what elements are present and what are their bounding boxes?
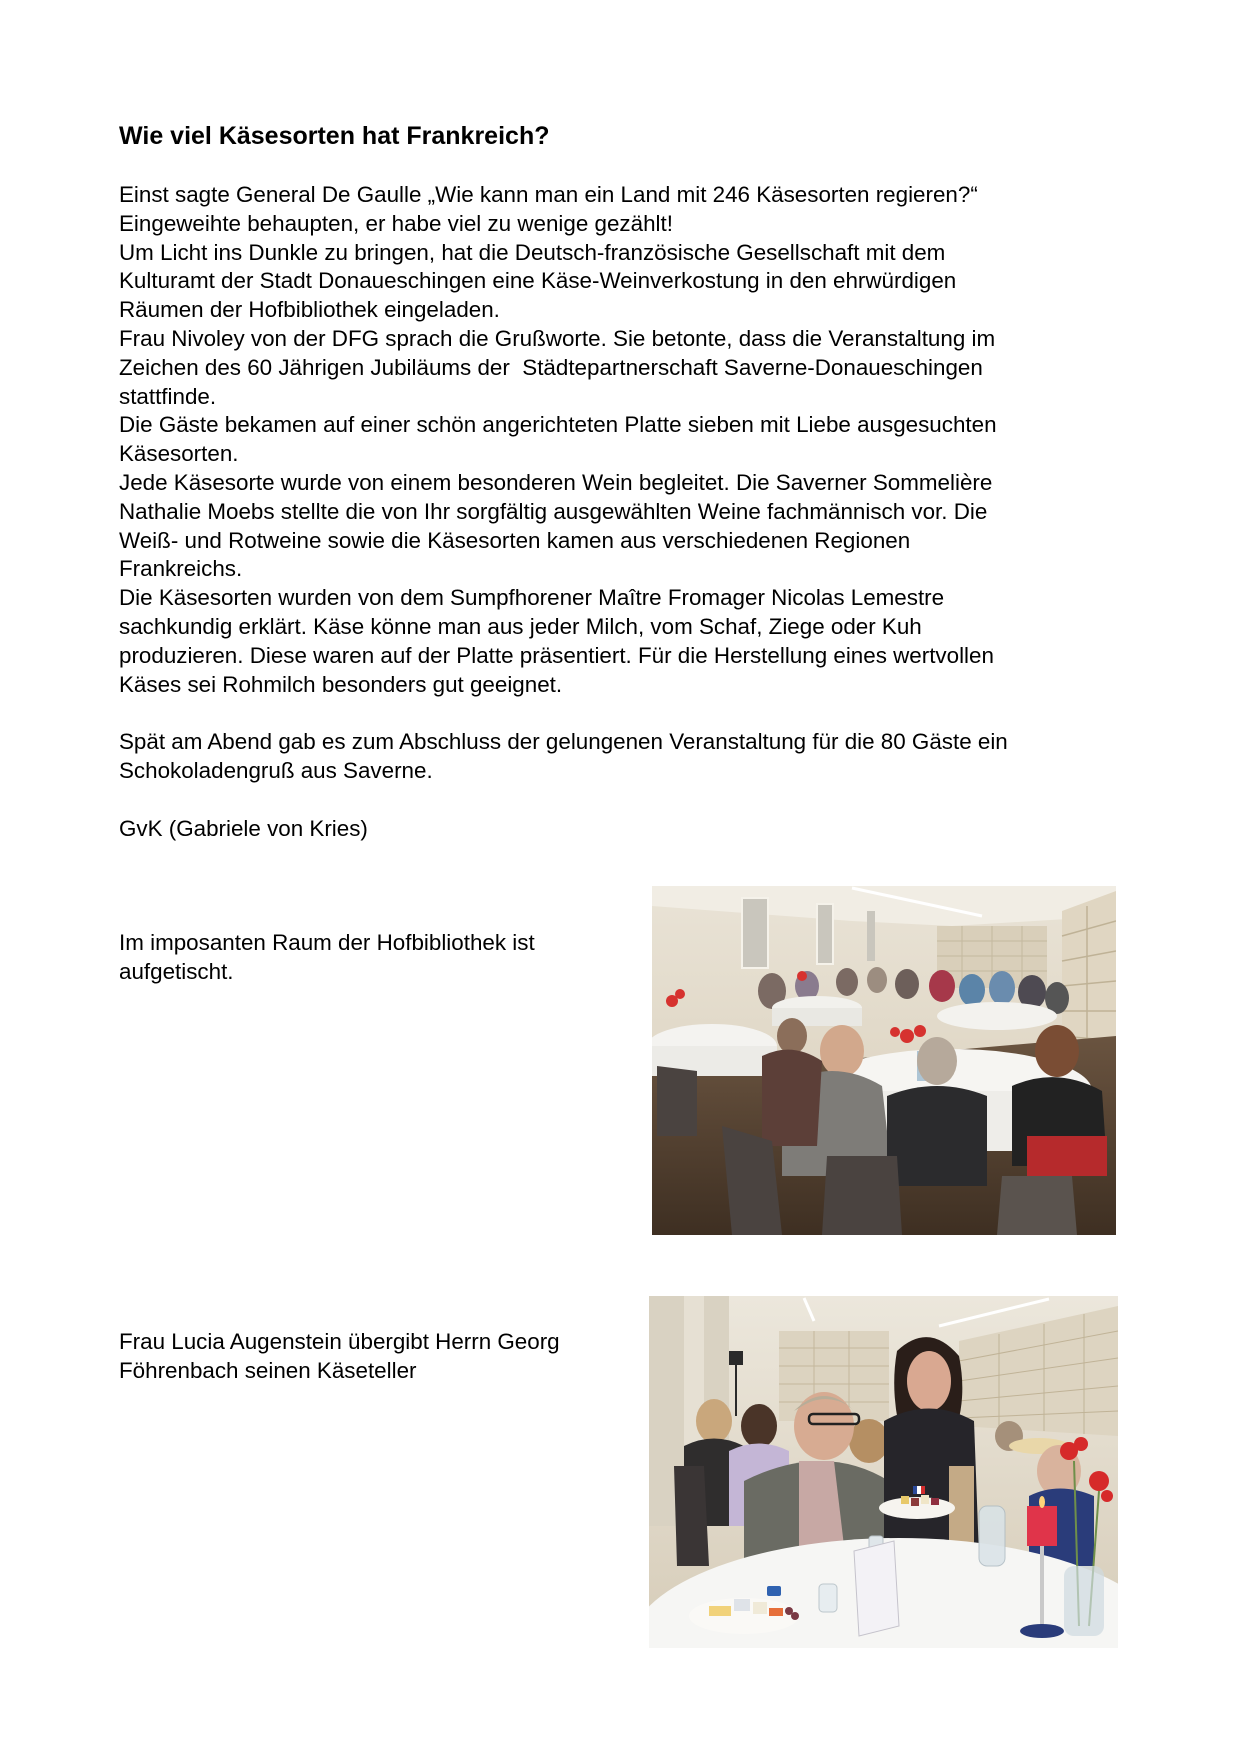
caption-line: Im imposanten Raum der Hofbibliothek ist <box>119 930 535 955</box>
text-line: Käsesorten. <box>119 441 239 467</box>
text-line: stattfinde. <box>119 383 217 409</box>
paragraph-gap <box>119 786 1139 815</box>
text-line: Eingeweihte behaupten, er habe viel zu wenige gezählt! <box>119 210 673 236</box>
photo-caption-1 <box>119 929 639 987</box>
photo-cheese-plate-handover <box>649 1296 1118 1648</box>
text-line: Schokoladengruß aus Saverne. <box>119 757 433 783</box>
text-line: Die Gäste bekamen auf einer schön angerichteten Platte sieben mit Liebe ausgesuchten <box>119 412 997 438</box>
text-line: Jede Käsesorte wurde von einem besonderen Wein begleitet. Die Saverner Sommelière <box>119 469 993 495</box>
author-signature: GvK (Gabriele von Kries) <box>119 815 368 841</box>
photo-library-hall <box>652 886 1116 1235</box>
paragraph-gap <box>119 699 1139 728</box>
text-line: Um Licht ins Dunkle zu bringen, hat die Deutsch-französische Gesellschaft mit dem <box>119 239 946 265</box>
caption-line: Frau Lucia Augenstein übergibt Herrn Georg <box>119 1329 560 1354</box>
text-line: Zeichen des 60 Jährigen Jubiläums der Städtepartnerschaft Saverne-Donaueschingen <box>119 354 983 380</box>
text-line: sachkundig erklärt. Käse könne man aus jeder Milch, vom Schaf, Ziege oder Kuh <box>119 613 922 639</box>
caption-line: aufgetischt. <box>119 958 234 984</box>
text-line: Einst sagte General De Gaulle „Wie kann man ein Land mit 246 Käsesorten regieren?“ <box>119 182 978 207</box>
text-line: produzieren. Diese waren auf der Platte präsentiert. Für die Herstellung eines wertvollen <box>119 642 994 668</box>
article-title: Wie viel Käsesorten hat Frankreich? <box>119 122 550 150</box>
closing-paragraph <box>119 728 1139 786</box>
text-line: Kulturamt der Stadt Donaueschingen eine Käse-Weinverkostung in den ehrwürdigen <box>119 268 957 294</box>
caption-line: Föhrenbach seinen Käseteller <box>119 1357 417 1383</box>
photo-caption-2 <box>119 1328 639 1386</box>
intro-paragraph <box>119 181 1139 699</box>
text-line: Nathalie Moebs stellte die von Ihr sorgfältig ausgewählten Weine fachmännisch vor. Die <box>119 498 988 524</box>
text-line: Frau Nivoley von der DFG sprach die Grußworte. Sie betonte, dass die Veranstaltung im <box>119 325 996 351</box>
text-line: Weiß- und Rotweine sowie die Käsesorten kamen aus verschiedenen Regionen <box>119 527 911 553</box>
text-line: Räumen der Hofbibliothek eingeladen. <box>119 297 500 323</box>
text-line: Spät am Abend gab es zum Abschluss der gelungenen Veranstaltung für die 80 Gäste ein <box>119 729 1008 755</box>
article-body <box>119 181 1139 843</box>
text-line: Frankreichs. <box>119 556 243 582</box>
text-line: Die Käsesorten wurden von dem Sumpfhorener Maître Fromager Nicolas Lemestre <box>119 585 945 611</box>
text-line: Käses sei Rohmilch besonders gut geeignet. <box>119 671 563 697</box>
